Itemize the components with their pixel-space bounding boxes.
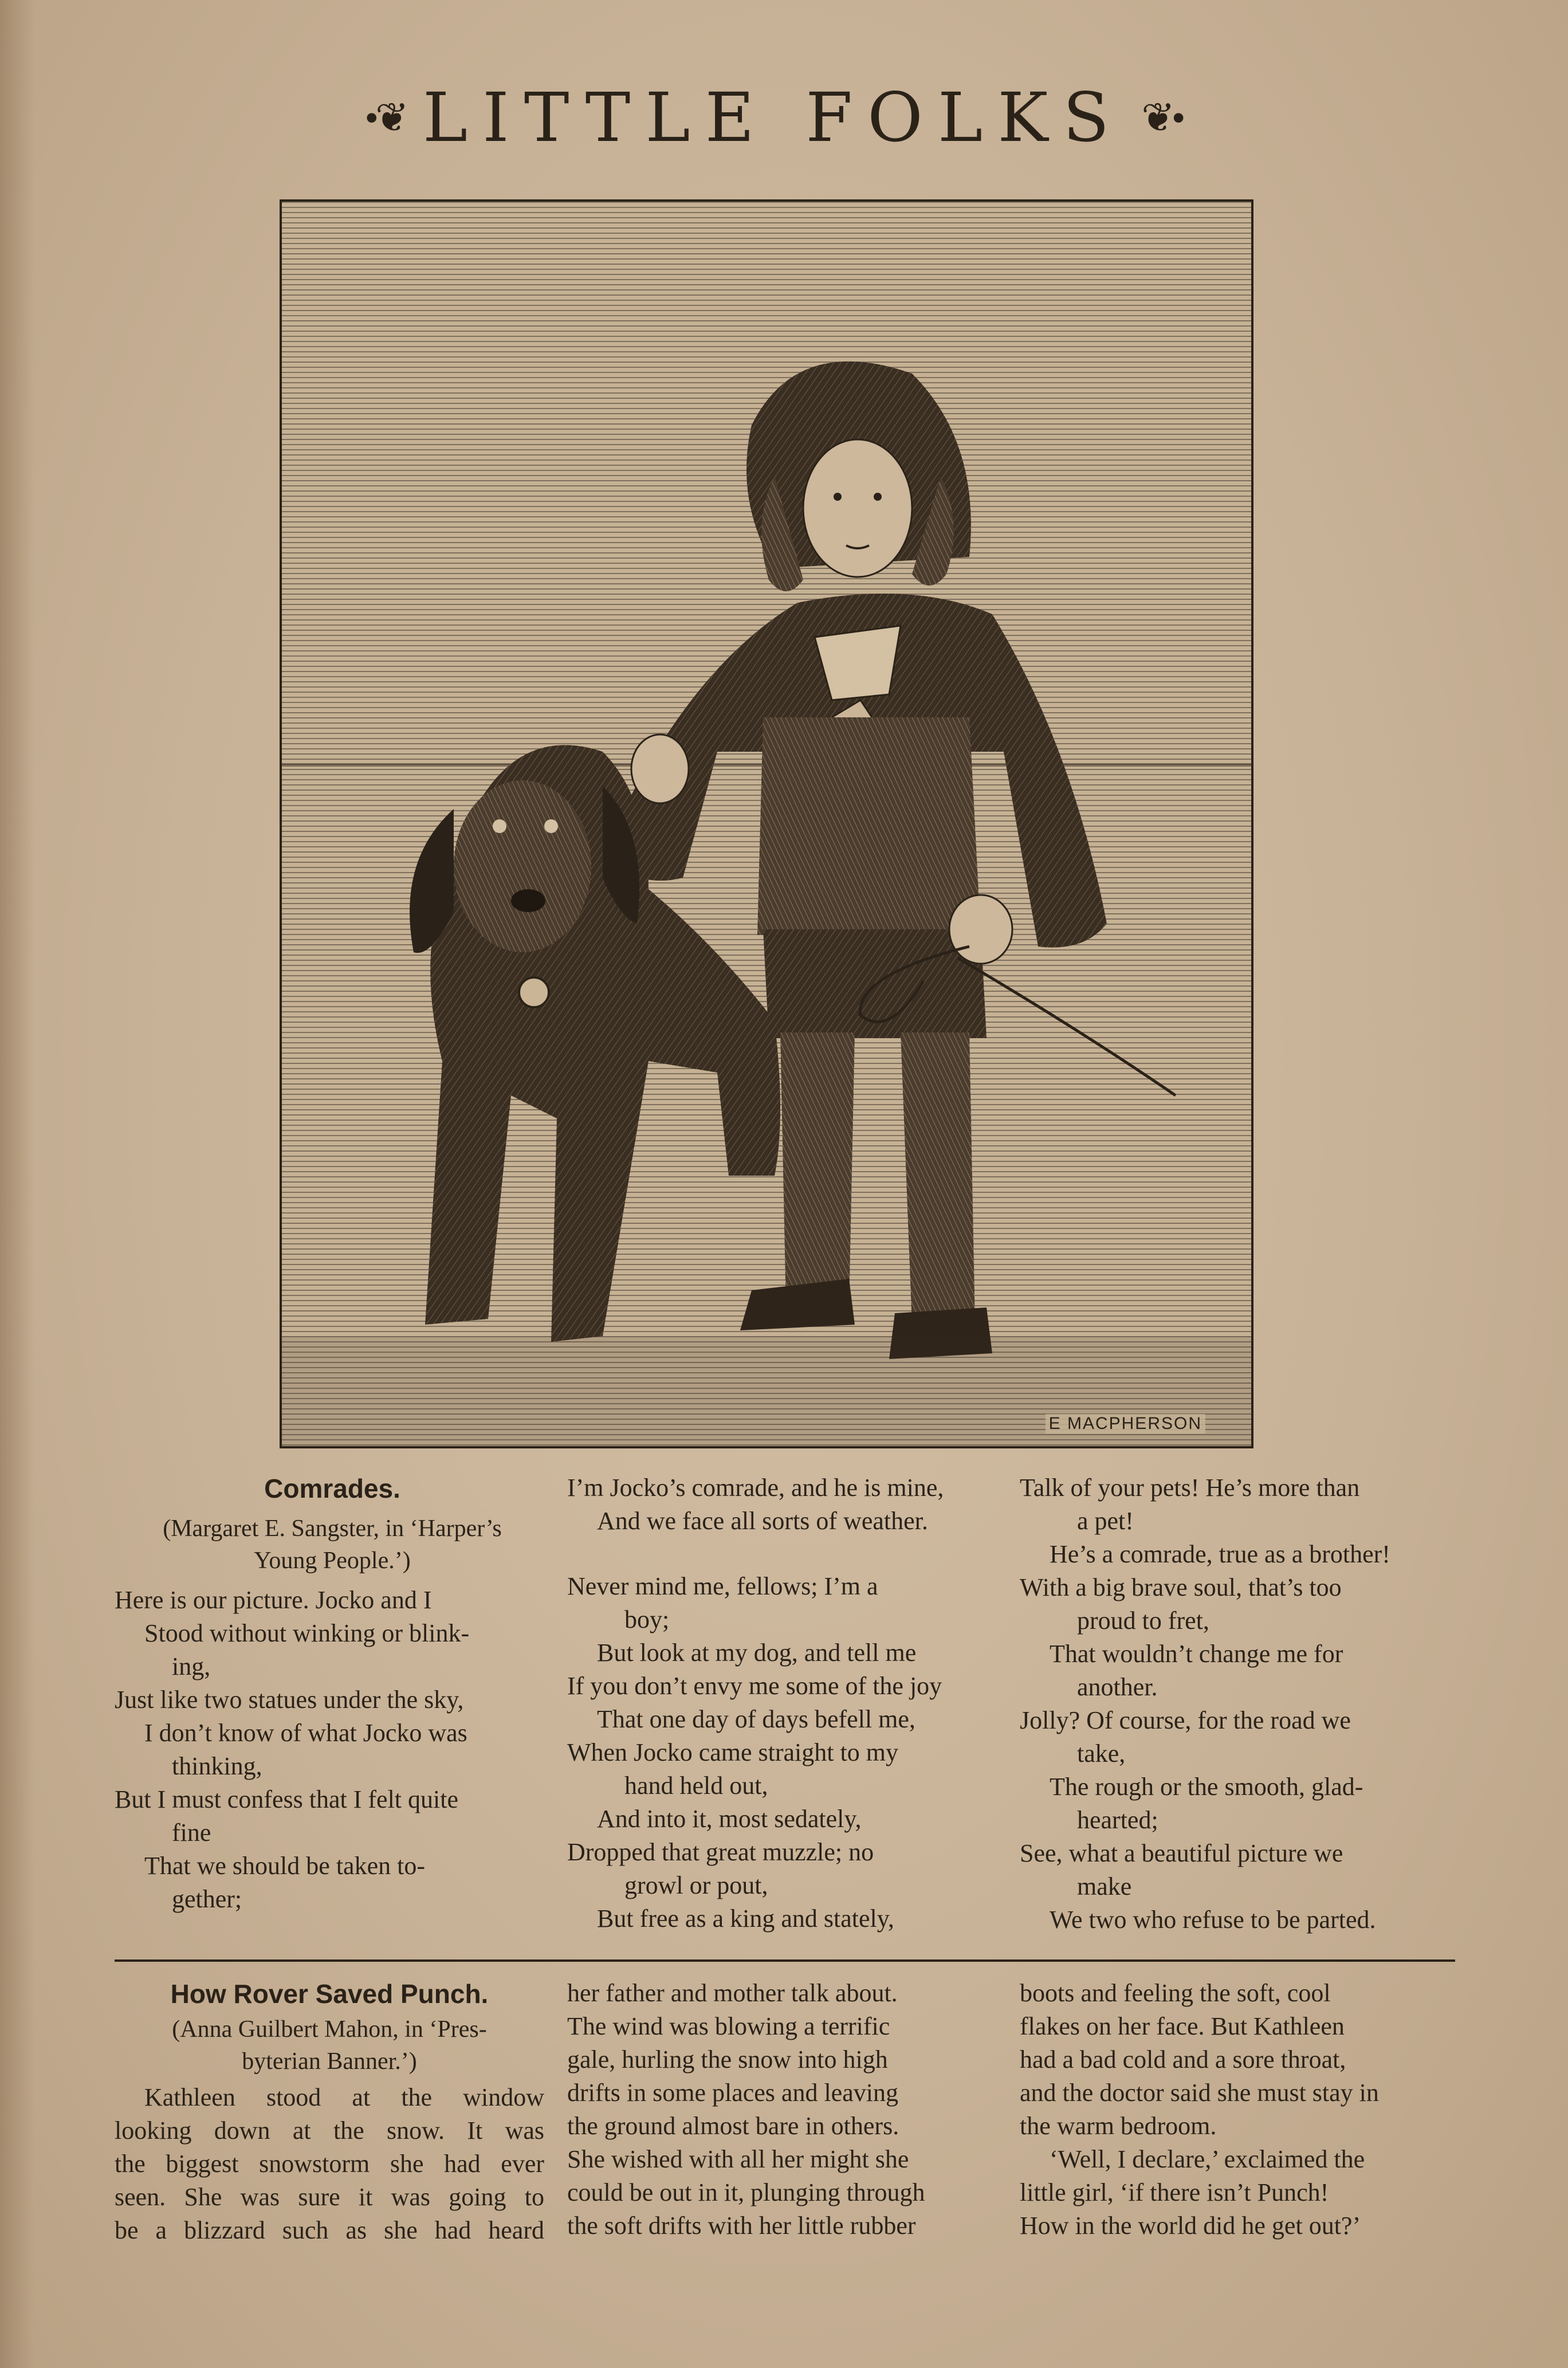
poem-line: If you don’t envy me some of the joy	[567, 1672, 942, 1700]
poem-line: growl or pout,	[624, 1871, 768, 1899]
poem-line: See, what a beautiful picture we	[1020, 1839, 1343, 1867]
poem-line: With a big brave soul, that’s too	[1020, 1573, 1342, 1601]
poem-line: He’s a comrade, true as a brother!	[1050, 1540, 1390, 1568]
poem-line: thinking,	[172, 1752, 262, 1780]
poem-line: Dropped that great muzzle; no	[567, 1838, 874, 1866]
poem-column-1	[115, 1471, 550, 1916]
poem-line: take,	[1077, 1739, 1126, 1768]
poem-line: But look at my dog, and tell me	[597, 1639, 917, 1667]
poem-line: The rough or the smooth, glad-	[1050, 1773, 1363, 1801]
poem-line: make	[1077, 1872, 1132, 1900]
section-divider	[115, 1959, 1455, 1962]
masthead-title: LITTLE FOLKS	[422, 78, 1125, 157]
masthead	[344, 80, 1203, 155]
poem-line: Talk of your pets! He’s more than	[1020, 1474, 1360, 1502]
poem-line: I’m Jocko’s comrade, and he is mine,	[567, 1474, 944, 1502]
story-line: drifts in some places and leaving	[567, 2079, 898, 2107]
story-line: the ground almost bare in others.	[567, 2112, 899, 2140]
poem-line: hand held out,	[624, 1772, 768, 1800]
poem-line: Stood without winking or blink-	[144, 1619, 470, 1647]
story-credit-line-1: (Anna Guilbert Mahon, in ‘Pres-	[172, 2016, 487, 2043]
story-line: looking down at the snow. It was	[115, 2116, 544, 2145]
poem-line: fine	[172, 1819, 211, 1847]
story-line: and the doctor said she must stay in	[1020, 2079, 1379, 2107]
story-title: How Rover Saved Punch.	[170, 1979, 489, 2009]
story-column-3	[1020, 1977, 1455, 2243]
poem-credit-line-2: Young People.’)	[254, 1548, 411, 1574]
left-ornament: •❦	[364, 96, 406, 140]
poem-line: And into it, most sedately,	[597, 1805, 862, 1833]
story-line: ‘Well, I declare,’ exclaimed the	[1050, 2145, 1365, 2173]
story-line: gale, hurling the snow into high	[567, 2045, 888, 2074]
story-credit-line-2: byterian Banner.’)	[242, 2048, 417, 2075]
poem-line: That we should be taken to-	[144, 1852, 425, 1880]
poem-line: And we face all sorts of weather.	[597, 1507, 928, 1535]
stanza-break	[567, 1538, 1003, 1570]
story-column-1	[115, 1977, 544, 2247]
story-line: Kathleen stood at the window	[144, 2083, 544, 2111]
poem-line: That wouldn’t change me for	[1050, 1640, 1343, 1668]
artist-signature: E MACPHERSON	[1046, 1414, 1205, 1434]
story-line: had a bad cold and a sore throat,	[1020, 2045, 1346, 2074]
story-line: boots and feeling the soft, cool	[1020, 1979, 1331, 2007]
poem-column-3	[1020, 1471, 1455, 1937]
story-line: little girl, ‘if there isn’t Punch!	[1020, 2178, 1329, 2206]
poem-line: But I must confess that I felt quite	[115, 1785, 458, 1813]
poem-line: Just like two statues under the sky,	[115, 1686, 464, 1714]
poem-line: proud to fret,	[1077, 1607, 1209, 1635]
boy-and-dog-engraving	[280, 199, 1253, 1448]
poem-title: Comrades.	[264, 1474, 400, 1503]
story-line: seen. She was sure it was going to	[115, 2183, 544, 2211]
story-line: her father and mother talk about.	[567, 1979, 898, 2007]
poem-line: Jolly? Of course, for the road we	[1020, 1706, 1351, 1734]
page-fold-shadow	[0, 0, 34, 2368]
poem-line: We two who refuse to be parted.	[1050, 1906, 1376, 1934]
poem-line: boy;	[624, 1605, 670, 1633]
poem-line: another.	[1077, 1673, 1158, 1701]
poem-line: I don’t know of what Jocko was	[144, 1719, 467, 1747]
poem-line: Here is our picture. Jocko and I	[115, 1586, 432, 1614]
poem-line: gether;	[172, 1885, 242, 1913]
engraving-drawing	[282, 202, 1251, 1446]
poem-line: When Jocko came straight to my	[567, 1738, 898, 1766]
story-line: The wind was blowing a terrific	[567, 2012, 890, 2040]
poem-line: That one day of days befell me,	[597, 1705, 915, 1733]
story-line: could be out in it, plunging through	[567, 2178, 925, 2206]
poem-line: hearted;	[1077, 1806, 1158, 1834]
story-line: She wished with all her might she	[567, 2145, 909, 2173]
poem-line: Never mind me, fellows; I’m a	[567, 1572, 878, 1600]
poem-line: ing,	[172, 1652, 211, 1680]
poem-line: a pet!	[1077, 1507, 1134, 1535]
story-line: How in the world did he get out?’	[1020, 2212, 1361, 2240]
right-ornament: ❦•	[1141, 96, 1182, 140]
story-line: the biggest snowstorm she had ever	[115, 2150, 544, 2178]
story-line: the soft drifts with her little rubber	[567, 2212, 916, 2240]
story-line: flakes on her face. But Kathleen	[1020, 2012, 1345, 2040]
story-line: the warm bedroom.	[1020, 2112, 1217, 2140]
story-column-2	[567, 1977, 997, 2243]
poem-credit-line-1: (Margaret E. Sangster, in ‘Harper’s	[163, 1515, 502, 1542]
story-line: be a blizzard such as she had heard	[115, 2216, 544, 2244]
poem-line: But free as a king and stately,	[597, 1904, 894, 1933]
poem-column-2	[567, 1471, 1003, 1935]
